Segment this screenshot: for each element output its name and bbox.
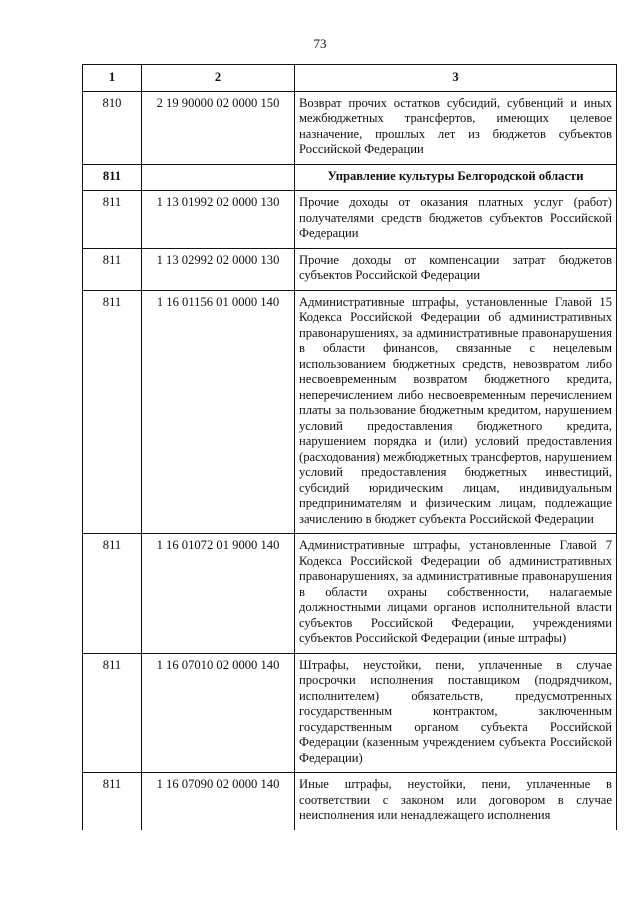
budget-code-cell [142,164,295,191]
budget-code-cell: 2 19 90000 02 0000 150 [142,91,295,164]
table-row [83,191,617,249]
table-row [83,773,617,830]
section-title-cell: Управление культуры Белгородской области [295,164,617,191]
admin-code-cell: 811 [83,191,142,249]
table-row [83,290,617,534]
admin-code-cell: 811 [83,164,142,191]
table-row [83,248,617,290]
table-row [83,91,617,164]
table-row [83,534,617,654]
budget-code-cell: 1 16 07090 02 0000 140 [142,773,295,830]
description-cell: Возврат прочих остатков субсидий, субвенций и иных межбюджетных трансфертов, имеющих целевое назначение, прошлых лет из бюджетов субъектов Российской Федерации [295,91,617,164]
description-cell: Штрафы, неустойки, пени, уплаченные в случае просрочки исполнения поставщиком (подрядчиком, исполнителем) обязательств, предусмотренных государственным контрактом, заключенным государственным органом субъекта Российской Федерации (казенным учреждением субъекта Российской Федерации) [295,653,617,773]
budget-code-cell: 1 16 01072 01 9000 140 [142,534,295,654]
page-number: 73 [313,36,327,51]
admin-code-cell: 811 [83,653,142,773]
description-cell: Прочие доходы от оказания платных услуг (работ) получателями средств бюджетов субъектов Российской Федерации [295,191,617,249]
admin-code-cell: 811 [83,248,142,290]
header-col-1: 1 [83,65,142,92]
header-col-2: 2 [142,65,295,92]
admin-code-cell: 811 [83,534,142,654]
budget-code-cell: 1 16 01156 01 0000 140 [142,290,295,534]
revenue-codes-table [82,64,617,830]
admin-code-cell: 811 [83,773,142,830]
admin-code-cell: 811 [83,290,142,534]
description-cell: Прочие доходы от компенсации затрат бюджетов субъектов Российской Федерации [295,248,617,290]
table-header-row [83,65,617,92]
budget-code-cell: 1 13 01992 02 0000 130 [142,191,295,249]
admin-code-cell: 810 [83,91,142,164]
budget-code-cell: 1 13 02992 02 0000 130 [142,248,295,290]
section-row [83,164,617,191]
header-col-3: 3 [295,65,617,92]
table-row [83,653,617,773]
description-cell: Административные штрафы, установленные Главой 15 Кодекса Российской Федерации об административных правонарушениях, за административные правонарушения в области финансов, связанные с нецелевым использованием бюджетных средств, невозвратом либо несвоевременным возвратом бюджетного кредита, неперечислением либо несвоевременным перечислением платы за пользование бюджетным кредитом, нарушением условий предоставления бюджетного кредита, нарушением порядка и (или) условий предоставления (расходования) межбюджетных трансфертов, нарушением условий предоставления бюджетных инвестиций, субсидий юридическим лицам, индивидуальным предпринимателям и физическим лицам, подлежащие зачислению в бюджет субъекта Российской Федерации [295,290,617,534]
budget-code-cell: 1 16 07010 02 0000 140 [142,653,295,773]
description-cell: Административные штрафы, установленные Главой 7 Кодекса Российской Федерации об административных правонарушениях, за административные правонарушения в области охраны собственности, налагаемые должностными лицами органов исполнительной власти субъектов Российской Федерации, учреждениями субъектов Российской Федерации (иные штрафы) [295,534,617,654]
description-cell: Иные штрафы, неустойки, пени, уплаченные в соответствии с законом или договором в случае неисполнения или ненадлежащего исполнения [295,773,617,830]
